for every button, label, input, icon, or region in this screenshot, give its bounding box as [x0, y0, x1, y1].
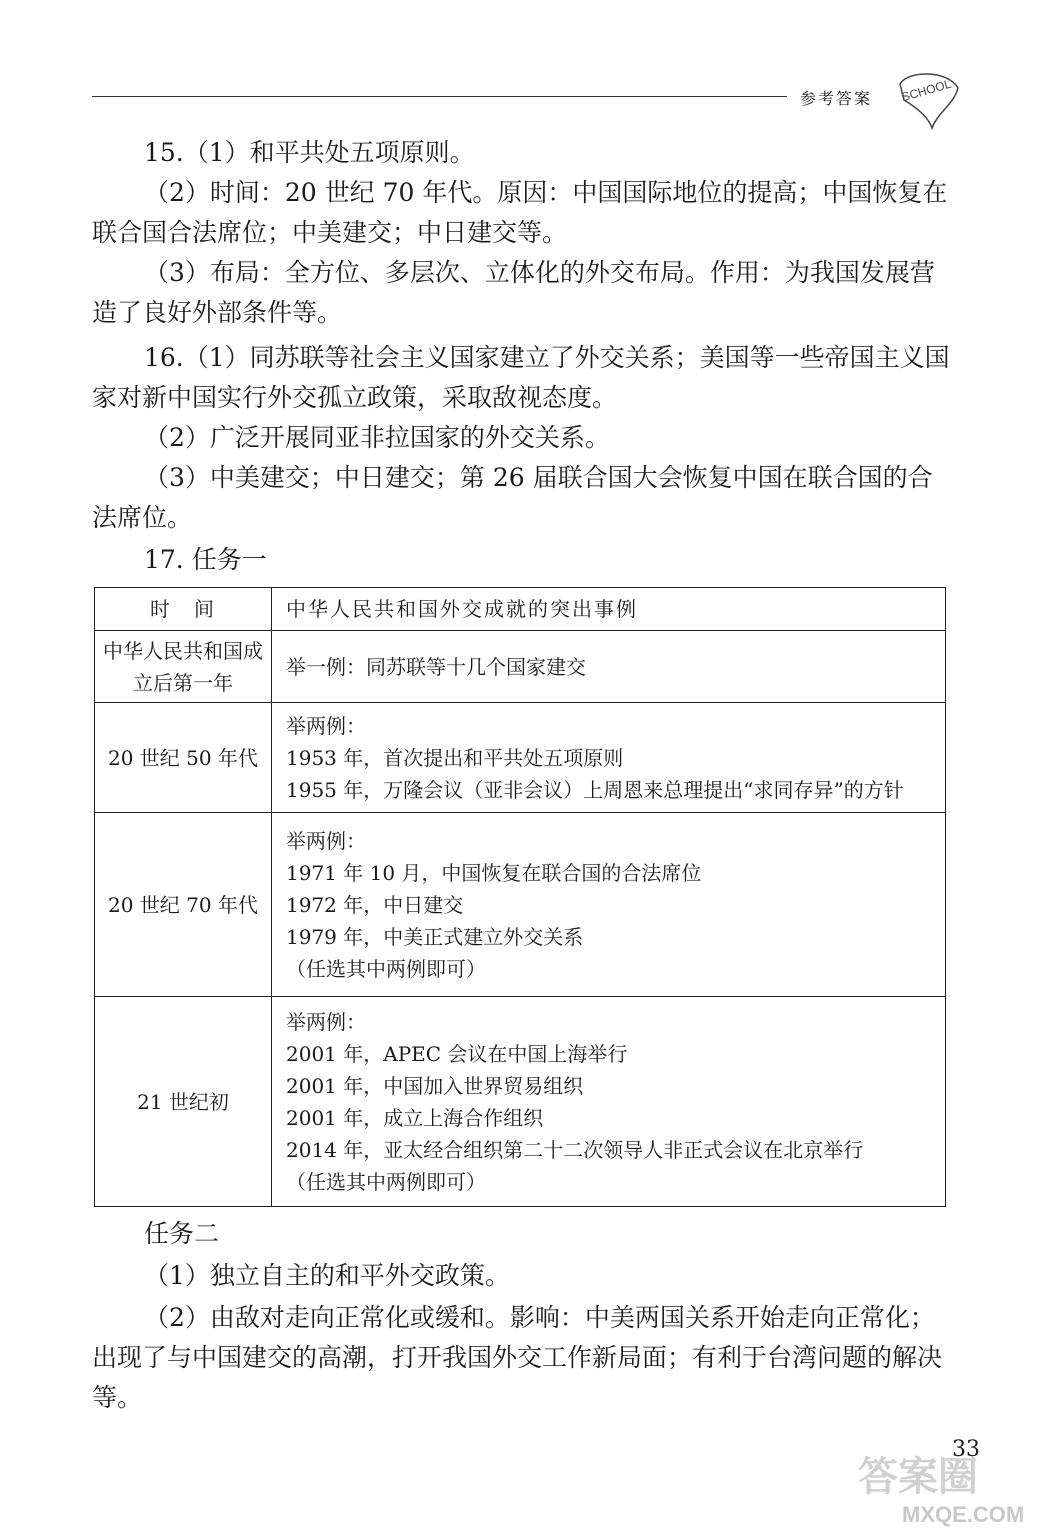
q16-part3: （3）中美建交；中日建交；第 26 届联合国大会恢复中国在联合国的合法席位。 [92, 463, 933, 532]
table-cell-period: 20 世纪 50 年代 [95, 703, 272, 813]
header-rule [92, 96, 787, 97]
q15-part3: （3）布局：全方位、多层次、立体化的外交布局。作用：为我国发展营造了良好外部条件等。 [92, 258, 935, 327]
table-row [95, 631, 946, 703]
event-line: 1971 年 10 月，中国恢复在联合国的合法席位 [286, 860, 702, 885]
watermark-text-en: MXQE.COM [902, 1502, 1025, 1527]
q16-part2: （2）广泛开展同亚非拉国家的外交关系。 [144, 423, 610, 452]
q16-part1: 16.（1）同苏联等社会主义国家建立了外交关系；美国等一些帝国主义国家对新中国实行外交孤立政策，采取敌视态度。 [92, 343, 950, 412]
table-cell-events [272, 997, 946, 1207]
school-logo-text: SCHOOL [900, 76, 953, 105]
q15-part1: 15.（1）和平共处五项原则。 [144, 138, 475, 167]
table-cell-events [272, 703, 946, 813]
table-row [95, 997, 946, 1207]
table-cell-period: 21 世纪初 [95, 997, 272, 1207]
q17-task1-heading: 17. 任务一 [144, 545, 267, 574]
q17-task2-heading: 任务二 [144, 1219, 220, 1248]
table-header-row [95, 588, 946, 631]
event-line: 举两例： [286, 713, 366, 738]
page-number: 33 [952, 1437, 980, 1462]
event-line: 1979 年，中美正式建立外交关系 [286, 924, 584, 949]
event-line: 举两例： [286, 1009, 366, 1034]
q15-part2: （2）时间：20 世纪 70 年代。原因：中国国际地位的提高；中国恢复在联合国合法席位；中美建交；中日建交等。 [92, 178, 948, 247]
event-line: 举两例： [286, 828, 366, 853]
event-line: 2001 年，成立上海合作组织 [286, 1105, 544, 1130]
watermark-logo [852, 1448, 1042, 1530]
table-row [95, 703, 946, 813]
event-line: 1955 年，万隆会议（亚非会议）上周恩来总理提出“求同存异”的方针 [286, 777, 904, 802]
table-header-events: 中华人民共和国外交成就的突出事例 [272, 588, 946, 631]
event-line: （任选其中两例即可） [286, 1169, 486, 1194]
table-cell-period: 20 世纪 70 年代 [95, 813, 272, 997]
q17-task2-part1: （1）独立自主的和平外交政策。 [144, 1261, 510, 1290]
watermark-text-cn: 答案圈 [858, 1454, 978, 1500]
event-line: （任选其中两例即可） [286, 956, 486, 981]
event-line: 1953 年，首次提出和平共处五项原则 [286, 745, 624, 770]
table-cell-events [272, 631, 946, 703]
table-header-time: 时 间 [95, 588, 272, 631]
event-line: 1972 年，中日建交 [286, 892, 464, 917]
achievements-table [94, 587, 946, 1207]
event-line: 2001 年，APEC 会议在中国上海举行 [286, 1041, 628, 1066]
school-logo [888, 66, 968, 132]
header-label: 参考答案 [800, 89, 873, 108]
table-cell-period: 中华人民共和国成立后第一年 [95, 631, 272, 703]
table-row [95, 813, 946, 997]
q17-task2-part2: （2）由敌对走向正常化或缓和。影响：中美两国关系开始走向正常化；出现了与中国建交的高潮，打开我国外交工作新局面；有利于台湾问题的解决等。 [92, 1303, 943, 1412]
event-line: 举一例：同苏联等十几个国家建交 [286, 654, 586, 679]
event-line: 2014 年，亚太经合组织第二十二次领导人非正式会议在北京举行 [286, 1137, 864, 1162]
table-cell-events [272, 813, 946, 997]
event-line: 2001 年，中国加入世界贸易组织 [286, 1073, 584, 1098]
